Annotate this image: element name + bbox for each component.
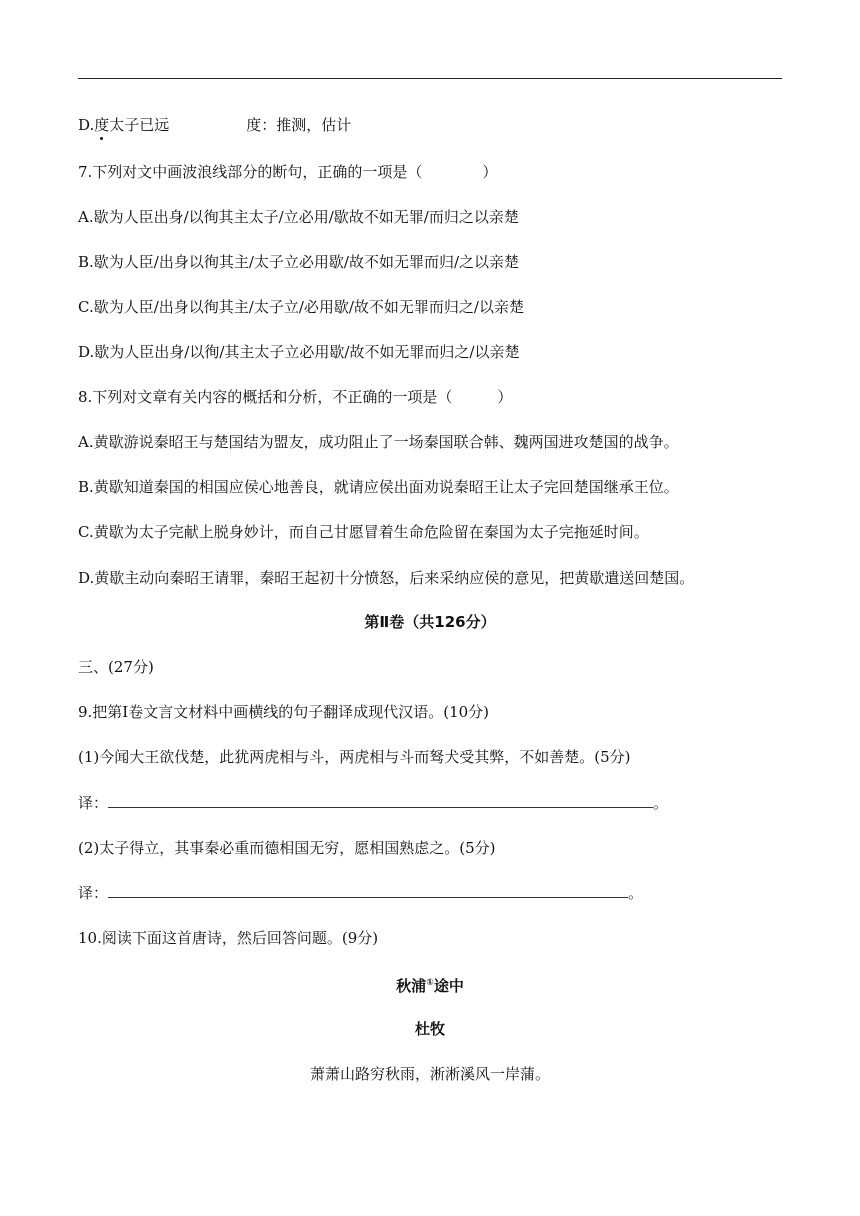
question-7: 7.下列对文中画波浪线部分的断句，正确的一项是（ ）: [78, 163, 498, 181]
question-8-option-a: A.黄歇游说秦昭王与楚国结为盟友，成功阻止了一场秦国联合韩、魏两国进攻楚国的战争。: [78, 433, 679, 451]
poem-title-part-a: 秋浦: [396, 977, 427, 995]
question-9-part-1: (1)今闻大王欲伐楚，此犹两虎相与斗，两虎相与斗而驽犬受其弊，不如善楚。(5分): [78, 748, 631, 766]
question-8: 8.下列对文章有关内容的概括和分析，不正确的一项是（ ）: [78, 388, 513, 406]
answer-end-mark: 。: [628, 884, 644, 902]
question-7-option-c: C.歇为人臣/出身以徇其主/太子立/必用歇/故不如无罪而归之/以亲楚: [78, 298, 524, 316]
option-d-phrase: 太子已远: [109, 116, 170, 134]
option-d-word-gloss: [78, 114, 351, 136]
answer-label: 译：: [78, 794, 109, 812]
question-7-option-b: B.歇为人臣/出身以徇其主/太子立必用歇/故不如无罪而归/之以亲楚: [78, 253, 520, 271]
dotted-character: 度: [94, 116, 110, 134]
question-9-part-2: (2)太子得立，其事秦必重而德相国无穷，愿相国熟虑之。(5分): [78, 839, 496, 857]
option-d-gloss: 度：推测，估计: [246, 116, 352, 134]
answer-blank-1[interactable]: [108, 793, 653, 808]
poem-title-footnote: ①: [426, 978, 434, 988]
answer-line-1: [78, 792, 668, 814]
option-d-label: D.: [78, 116, 95, 134]
question-8-option-c: C.黄歇为太子完献上脱身妙计，而自己甘愿冒着生命危险留在秦国为太子完拖延时间。: [78, 523, 649, 541]
question-7-option-a: A.歇为人臣出身/以徇其主太子/立必用/歇故不如无罪/而归之以亲楚: [78, 208, 519, 226]
answer-label: 译：: [78, 884, 109, 902]
answer-end-mark: 。: [653, 794, 669, 812]
answer-line-2: [78, 882, 643, 904]
poem-title: [0, 972, 860, 997]
answer-blank-2[interactable]: [108, 883, 628, 898]
header-rule: [78, 78, 782, 79]
question-7-option-d: D.歇为人臣出身/以徇/其主太子立必用歇/故不如无罪而归之/以亲楚: [78, 343, 520, 361]
poem-line-1: 萧萧山路穷秋雨，淅淅溪风一岸蒲。: [309, 1065, 550, 1083]
section-title: 第Ⅱ卷（共126分）: [364, 613, 496, 631]
poem-author: 杜牧: [414, 1020, 445, 1038]
question-9: 9.把第Ⅰ卷文言文材料中画横线的句子翻译成现代汉语。(10分): [78, 703, 490, 721]
part-three-heading: 三、(27分): [78, 658, 154, 676]
question-8-option-d: D.黄歇主动向秦昭王请罪，秦昭王起初十分愤怒，后来采纳应侯的意见，把黄歇遣送回楚国。: [78, 569, 695, 587]
question-8-option-b: B.黄歇知道秦国的相国应侯心地善良，就请应侯出面劝说秦昭王让太子完回楚国继承王位。: [78, 478, 679, 496]
poem-title-part-b: 途中: [433, 977, 464, 995]
question-10: 10.阅读下面这首唐诗，然后回答问题。(9分): [78, 929, 379, 947]
